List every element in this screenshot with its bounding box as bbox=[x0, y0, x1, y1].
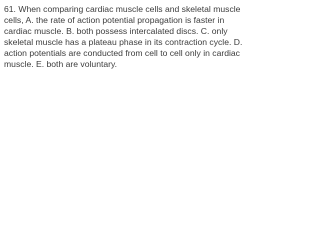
question-card bbox=[0, 0, 262, 79]
question-text: 61. When comparing cardiac muscle cells and skeletal muscle cells, A. the rate of action potential propagation is faster in cardiac muscle. B. both possess intercalated discs. C. only skeletal muscle has a plateau phase in its contraction cycle. D. action potentials are conducted from cell to cell only in cardiac muscle. E. both are voluntary. bbox=[4, 4, 243, 69]
